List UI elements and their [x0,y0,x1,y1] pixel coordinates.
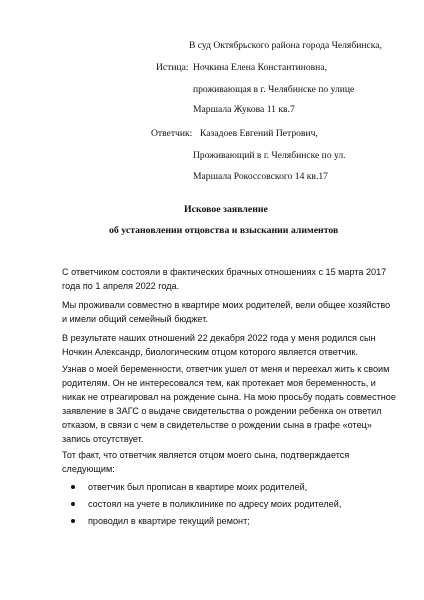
list-item [62,496,341,513]
paragraph-line: С ответчиком состояли в фактических брачных отношениях с 15 марта 2017 [62,267,387,277]
paragraph-line: и имели общий семейный бюджет. [62,314,208,324]
paragraph-line: года по 1 апреля 2022 года. [62,281,180,291]
document-title: Исковое заявление [184,204,268,215]
paragraph-line: запись отсутствует. [62,434,144,444]
plaintiff-address-line2: Маршала Жукова 11 кв.7 [193,104,295,115]
paragraph-line: заявление в ЗАГС о выдаче свидетельства о рождении ребенка он ответил [62,406,382,416]
paragraph-4 [62,362,400,446]
list-item [62,513,341,530]
paragraph-line: следующим: [62,464,115,474]
bullet-icon [71,502,75,506]
paragraph-1 [62,265,400,293]
paragraph-line: отказом, в связи с чем в свидетельстве о рождении сына в графе «отец» [62,420,372,430]
list-item [62,479,341,496]
defendant-address-line2: Маршала Рокоссовского 14 кв.17 [193,171,328,182]
list-item-text: проводил в квартире текущий ремонт; [88,516,250,526]
paragraph-line: В результате наших отношений 22 декабря 2022 года у меня родился сын [62,333,376,343]
defendant-label: Ответчик: [151,128,193,139]
paragraph-line: Ночкин Александр, биологическим отцом которого является ответчик. [62,347,358,357]
defendant-name: Казадоев Евгений Петрович, [200,128,318,139]
defendant-address-line1: Проживающий в г. Челябинске по ул. [193,150,346,161]
paragraph-line: Тот факт, что ответчик является отцом моего сына, подтверждается [62,450,350,460]
bullet-icon [71,485,75,489]
plaintiff-address-line1: проживающая в г. Челябинске по улице [193,84,355,95]
paragraph-line: Узнав о моей беременности, ответчик ушел от меня и переехал жить к своим [62,364,390,374]
evidence-list [62,479,341,530]
paragraph-line: родителям. Он не интересовался тем, как протекает моя беременность, и [62,378,376,388]
list-item-text: состоял на учете в поликлинике по адресу моих родителей, [88,499,342,509]
plaintiff-label: Истица: [156,62,189,73]
paragraph-5 [62,448,400,476]
paragraph-line: Мы проживали совместно в квартире моих родителей, вели общее хозяйство [62,300,391,310]
bullet-icon [71,519,75,523]
plaintiff-name: Ночкина Елена Константиновна, [193,62,327,73]
paragraph-3 [62,331,400,359]
document-subtitle: об установлении отцовства и взыскании алиментов [109,225,339,236]
court-addressee: В суд Октябрьского района города Челябинска, [189,40,382,51]
paragraph-line: никак не отреагировал на рождение сына. На мою просьбу подать совместное [62,392,396,402]
paragraph-2 [62,298,400,326]
list-item-text: ответчик был прописан в квартире моих родителей, [88,482,308,492]
